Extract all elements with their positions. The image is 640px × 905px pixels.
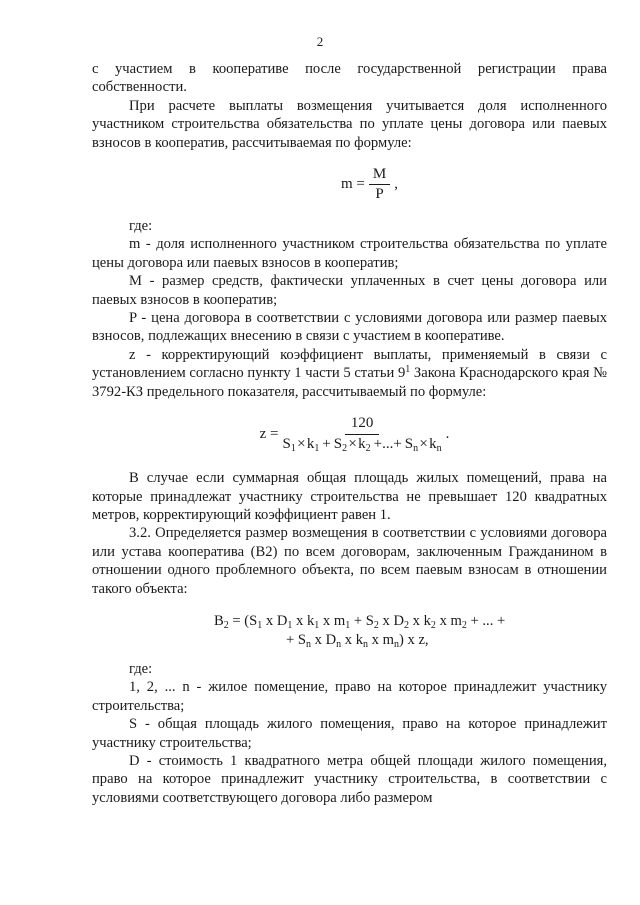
- definition-z-part1: z - корректирующий коэффициент выплаты, применяемый в связи с установлением согласно пункту 1 части 5 статьи 9: [92, 346, 607, 382]
- formula-m: [92, 166, 607, 203]
- definition-z: [92, 346, 607, 401]
- definition-P: P - цена договора в соответствии с условиями договора или размер паевых взносов, подлежащих внесению в связи с участием в кооперативе.: [92, 310, 607, 345]
- formula-z-numerator: 120: [345, 415, 380, 435]
- page-number: 2: [316, 34, 324, 49]
- formula-z: [92, 415, 607, 453]
- definition-M: M - размер средств, фактически уплаченных в счет цены договора или паевых взносов в кооператив;: [92, 273, 607, 308]
- formula-m-lhs: m =: [341, 176, 365, 193]
- definition-D: D - стоимость 1 квадратного метра общей площади жилого помещения, право на которое принадлежит участнику строительства, в соответствии с условиями соответствующего договора либо размером: [92, 752, 607, 806]
- formula-b2-line2: + $S_n$ x $D_n$ x $k_n$ x $m_n$) x z,: [286, 631, 429, 650]
- definition-S: S - общая площадь жилого помещения, право на которое принадлежит участнику строительства;: [92, 716, 607, 751]
- paragraph-3-2: 3.2. Определяется размер возмещения в соответствии с условиями договора или устава кооператива (B2) по всем договорам, заключенным Гражданином в отношении одного проблемного объекта, по всем паевым взносам в отношении такого объекта:: [92, 525, 607, 597]
- formula-z-denominator: $S_1$ × $k_1 + S_2$ × $k_2$ +...+ $S_n$ × $k_n$: [282, 436, 442, 455]
- definition-n: 1, 2, ... n - жилое помещение, право на которое принадлежит участнику строительства;: [92, 679, 607, 714]
- formula-z-fraction: [283, 415, 442, 453]
- formula-b2: [92, 612, 607, 650]
- formula-m-fraction: [369, 166, 390, 203]
- paragraph-continuation: с участием в кооперативе после государственной регистрации права собственности.: [92, 61, 607, 96]
- formula-m-tail: ,: [394, 176, 398, 193]
- document-body: [92, 60, 607, 807]
- where-label: где:: [129, 218, 153, 235]
- formula-m-denominator: P: [375, 186, 384, 203]
- definition-z-part2: Закона Краснодарского края № 3792-КЗ предельного показателя, рассчитываемый по формуле:: [92, 365, 607, 400]
- formula-z-lhs: z =: [259, 425, 279, 442]
- definition-z-superscript: 1: [405, 364, 411, 376]
- formula-m-numerator: M: [369, 166, 390, 185]
- definition-m: m - доля исполненного участником строительства обязательства по уплате цены договора или паевых взносов в кооператив;: [92, 236, 607, 271]
- paragraph-case: В случае если суммарная общая площадь жилых помещений, права на которые принадлежат участнику строительства не превышает 120 квадратных метров, корректирующий коэффициент равен 1.: [92, 470, 607, 523]
- paragraph-share-formula-intro: При расчете выплаты возмещения учитывается доля исполненного участником строительства обязательства по уплате цены договора или паевых взносов в кооператив, рассчитываемая по формуле:: [92, 97, 607, 151]
- where-label-2: где:: [129, 660, 153, 677]
- formula-b2-line1: $B_2 = (S_1$ x $D_1$ x $k_1$ x $m_1 + S_2$ x $D_2$ x $k_2$ x $m_2$ + ... +: [214, 612, 506, 631]
- formula-z-tail: .: [445, 425, 450, 442]
